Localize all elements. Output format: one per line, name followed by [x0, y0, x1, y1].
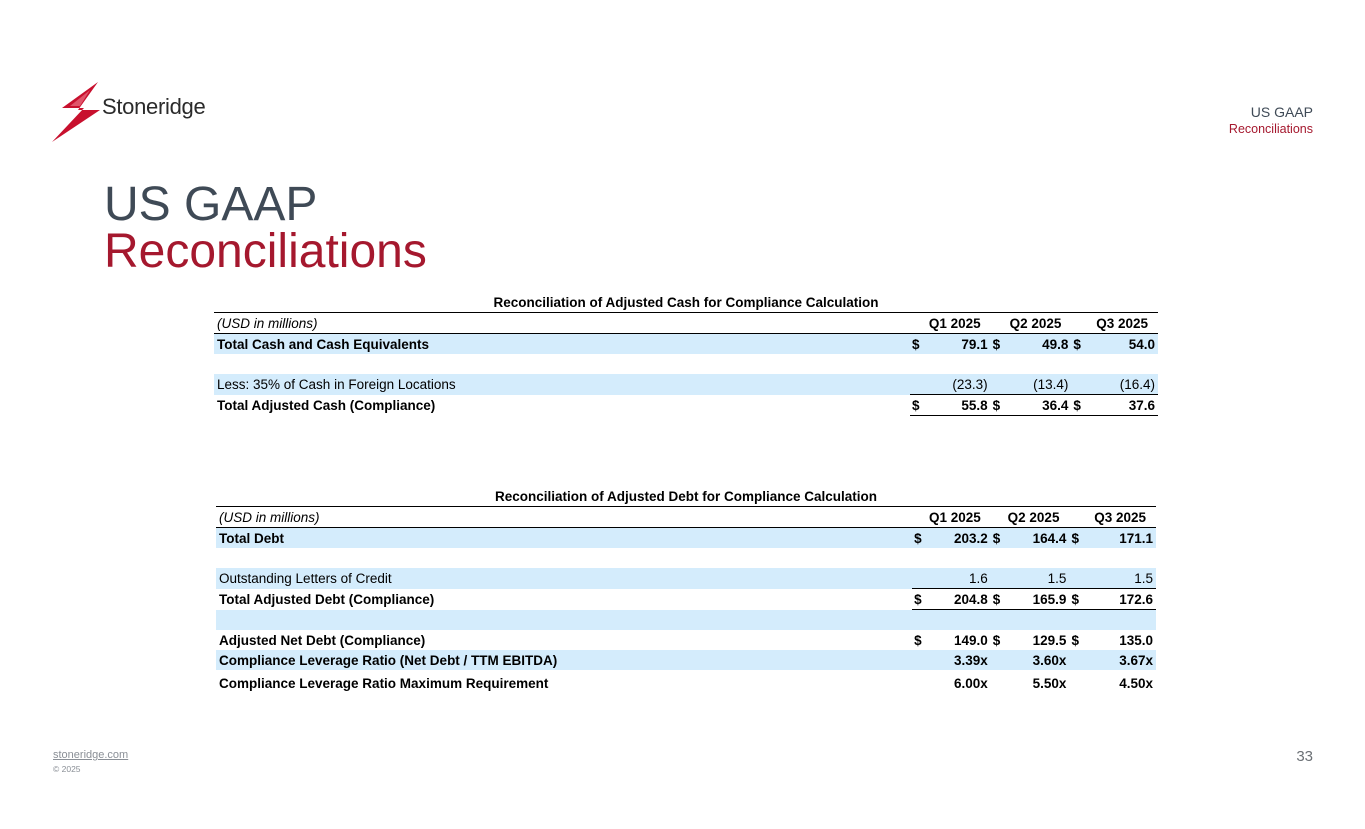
- currency-symbol: $: [1071, 632, 1079, 648]
- currency-symbol: $: [991, 395, 1008, 416]
- cell-value: 37.6: [1088, 395, 1158, 416]
- table-row: [214, 395, 1158, 416]
- currency-symbol: $: [991, 589, 1008, 610]
- section-label-line2: Reconciliations: [1228, 122, 1313, 136]
- row-label: Total Cash and Cash Equivalents: [214, 334, 910, 355]
- cell-value: 36.4: [1008, 395, 1072, 416]
- table-row: [216, 650, 1156, 670]
- page-title-line2: Reconciliations: [104, 225, 427, 278]
- cell-value: 5.50x: [1032, 675, 1067, 691]
- copyright: © 2025: [53, 764, 81, 774]
- cell-value: 165.9: [1008, 589, 1070, 610]
- cell-value: 54.0: [1088, 334, 1158, 355]
- table-row: [216, 630, 1156, 650]
- cell-value: 164.4: [1008, 528, 1070, 549]
- column-header: Q1 2025: [910, 313, 991, 334]
- currency-symbol: $: [1071, 395, 1088, 416]
- cell-value: 1.6: [929, 568, 991, 589]
- currency-symbol: $: [912, 528, 929, 549]
- cell-value: (13.4): [1008, 374, 1072, 395]
- unit-label: (USD in millions): [216, 507, 912, 528]
- table-row: [214, 334, 1158, 355]
- cell-value: (23.3): [927, 374, 991, 395]
- table-row: [216, 528, 1156, 549]
- currency-symbol: $: [991, 528, 1008, 549]
- currency-symbol: $: [1069, 589, 1086, 610]
- brand-name: Stoneridge: [102, 94, 206, 119]
- cell-value: (16.4): [1088, 374, 1158, 395]
- column-header: Q1 2025: [912, 507, 991, 528]
- cell-value: 172.6: [1086, 589, 1156, 610]
- table-title: Reconciliation of Adjusted Debt for Compliance Calculation: [216, 487, 1156, 507]
- cell-value: 204.8: [929, 589, 991, 610]
- currency-symbol: $: [912, 589, 929, 610]
- cell-value: 3.39x: [929, 650, 991, 670]
- currency-symbol: $: [992, 632, 1001, 648]
- website-link[interactable]: stoneridge.com: [53, 749, 129, 761]
- row-label: Less: 35% of Cash in Foreign Locations: [214, 374, 910, 395]
- column-header: Q2 2025: [991, 313, 1072, 334]
- column-header: Q3 2025: [1071, 313, 1158, 334]
- row-label: Compliance Leverage Ratio Maximum Requirement: [219, 675, 549, 691]
- row-label: Adjusted Net Debt (Compliance): [219, 632, 426, 648]
- spacer-row: [216, 610, 1156, 631]
- currency-symbol: $: [991, 334, 1008, 355]
- table-row: [216, 568, 1156, 589]
- cell-value: 3.60x: [1008, 650, 1070, 670]
- cell-value: 55.8: [927, 395, 991, 416]
- footer: [53, 749, 128, 774]
- unit-label: (USD in millions): [214, 313, 910, 334]
- cell-value: 149.0: [953, 632, 988, 648]
- cell-value: 203.2: [929, 528, 991, 549]
- section-label: [1229, 104, 1313, 137]
- currency-symbol: $: [914, 632, 922, 648]
- cell-value: 135.0: [1119, 632, 1153, 648]
- row-label: Compliance Leverage Ratio (Net Debt / TTM EBITDA): [216, 650, 912, 670]
- cell-value: 79.1: [927, 334, 991, 355]
- row-label: Total Debt: [216, 528, 912, 549]
- adjusted-cash-table: [214, 293, 1158, 416]
- currency-symbol: $: [910, 334, 927, 355]
- column-header: Q3 2025: [1069, 507, 1156, 528]
- cell-value: 4.50x: [1119, 675, 1153, 691]
- cell-value: 49.8: [1008, 334, 1072, 355]
- section-label-line1: US GAAP: [1250, 104, 1313, 120]
- table-row: [216, 670, 1156, 696]
- currency-symbol: $: [1071, 334, 1088, 355]
- page-number: 33: [1296, 748, 1313, 765]
- row-label: Outstanding Letters of Credit: [216, 568, 912, 589]
- table-title: Reconciliation of Adjusted Cash for Compliance Calculation: [214, 293, 1158, 313]
- currency-symbol: $: [1069, 528, 1086, 549]
- spacer-row: [214, 354, 1158, 374]
- cell-value: 3.67x: [1086, 650, 1156, 670]
- cell-value: 6.00x: [953, 675, 988, 691]
- spacer-row: [216, 548, 1156, 568]
- cell-value: 1.5: [1086, 568, 1156, 589]
- column-header: Q2 2025: [991, 507, 1070, 528]
- row-label: Total Adjusted Cash (Compliance): [217, 397, 436, 413]
- row-label: Total Adjusted Debt (Compliance): [219, 591, 435, 607]
- cell-value: 1.5: [1008, 568, 1070, 589]
- table-row: [216, 589, 1156, 610]
- currency-symbol: $: [910, 395, 927, 416]
- page-title-line1: US GAAP: [104, 178, 318, 231]
- cell-value: 129.5: [1032, 632, 1067, 648]
- page-title: [104, 178, 427, 278]
- table-row: [214, 374, 1158, 395]
- adjusted-debt-table: [216, 487, 1156, 696]
- cell-value: 171.1: [1086, 528, 1156, 549]
